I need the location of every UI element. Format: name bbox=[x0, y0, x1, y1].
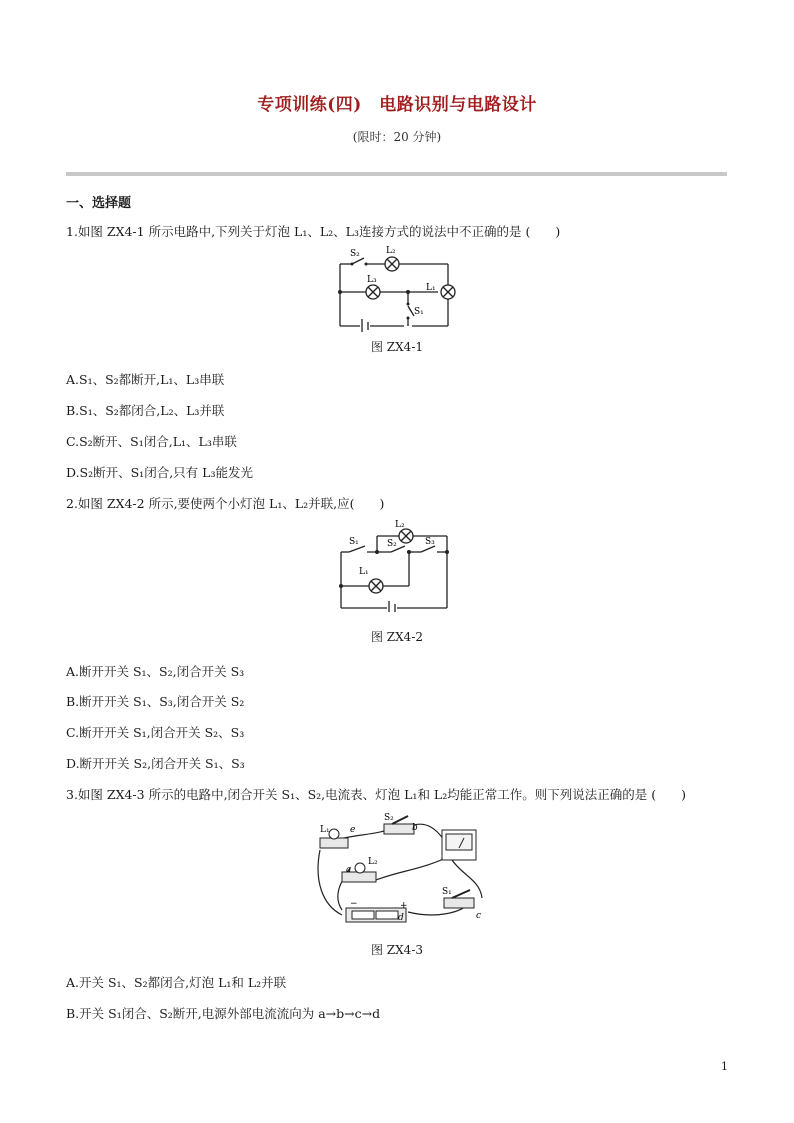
figure-1-caption: 图 ZX4-1 bbox=[370, 340, 424, 354]
label-s2: S₂ bbox=[387, 539, 397, 549]
label-e: e bbox=[350, 825, 356, 835]
q2-option-c: C.断开开关 S₁,闭合开关 S₂、S₃ bbox=[66, 725, 245, 740]
label-l2: L₂ bbox=[368, 857, 378, 867]
q1-option-c: C.S₂断开、S₁闭合,L₁、L₃串联 bbox=[66, 434, 237, 449]
figure-3-caption: 图 ZX4-3 bbox=[370, 943, 424, 957]
label-plus: + bbox=[400, 901, 408, 911]
label-s1: S₁ bbox=[414, 307, 424, 317]
label-l2: L₂ bbox=[395, 520, 405, 530]
label-s1: S₁ bbox=[349, 537, 359, 547]
q1-option-d: D.S₂断开、S₁闭合,只有 L₃能发光 bbox=[66, 465, 253, 480]
q1-option-a: A.S₁、S₂都断开,L₁、L₃串联 bbox=[66, 372, 225, 387]
label-c: c bbox=[476, 911, 482, 921]
q2-option-a: A.断开开关 S₁、S₂,闭合开关 S₃ bbox=[66, 664, 245, 679]
question-3-stem: 3.如图 ZX4-3 所示的电路中,闭合开关 S₁、S₂,电流表、灯泡 L₁和 L₂均能正常工作。则下列说法正确的是 ( ) bbox=[66, 787, 686, 802]
q1-option-b: B.S₁、S₂都闭合,L₂、L₃并联 bbox=[66, 403, 225, 418]
question-2-stem: 2.如图 ZX4-2 所示,要使两个小灯泡 L₁、L₂并联,应( ) bbox=[66, 496, 385, 511]
label-s2: S₂ bbox=[350, 249, 360, 259]
figure-2-caption: 图 ZX4-2 bbox=[370, 630, 424, 644]
label-d: d bbox=[398, 913, 404, 923]
label-s2: S₂ bbox=[384, 813, 394, 823]
page-title: 专项训练(四) 电路识别与电路设计 bbox=[257, 95, 537, 115]
header-divider bbox=[66, 172, 727, 176]
label-s3: S₃ bbox=[425, 537, 435, 547]
label-l3: L₃ bbox=[367, 275, 377, 285]
time-limit: (限时：20 分钟) bbox=[352, 130, 442, 144]
q3-option-a: A.开关 S₁、S₂都闭合,灯泡 L₁和 L₂并联 bbox=[66, 975, 287, 990]
circuit-figure-1 bbox=[330, 244, 460, 332]
label-a: a bbox=[346, 865, 352, 875]
label-s1: S₁ bbox=[442, 887, 452, 897]
page-number: 1 bbox=[721, 1060, 728, 1073]
label-l1: L₁ bbox=[320, 825, 330, 835]
circuit-figure-2 bbox=[335, 516, 455, 612]
label-minus: − bbox=[350, 899, 358, 909]
label-l1: L₁ bbox=[359, 567, 369, 577]
q2-option-d: D.断开开关 S₂,闭合开关 S₁、S₃ bbox=[66, 756, 245, 771]
label-l2: L₂ bbox=[386, 246, 396, 256]
label-b: b bbox=[412, 823, 418, 833]
label-l1: L₁ bbox=[426, 283, 436, 293]
section-heading: 一、选择题 bbox=[66, 196, 132, 211]
circuit-figure-3 bbox=[312, 810, 490, 928]
question-1-stem: 1.如图 ZX4-1 所示电路中,下列关于灯泡 L₁、L₂、L₃连接方式的说法中不正确的是 ( ) bbox=[66, 224, 561, 239]
q2-option-b: B.断开开关 S₁、S₃,闭合开关 S₂ bbox=[66, 694, 245, 709]
q3-option-b: B.开关 S₁闭合、S₂断开,电源外部电流流向为 a→b→c→d bbox=[66, 1006, 381, 1021]
